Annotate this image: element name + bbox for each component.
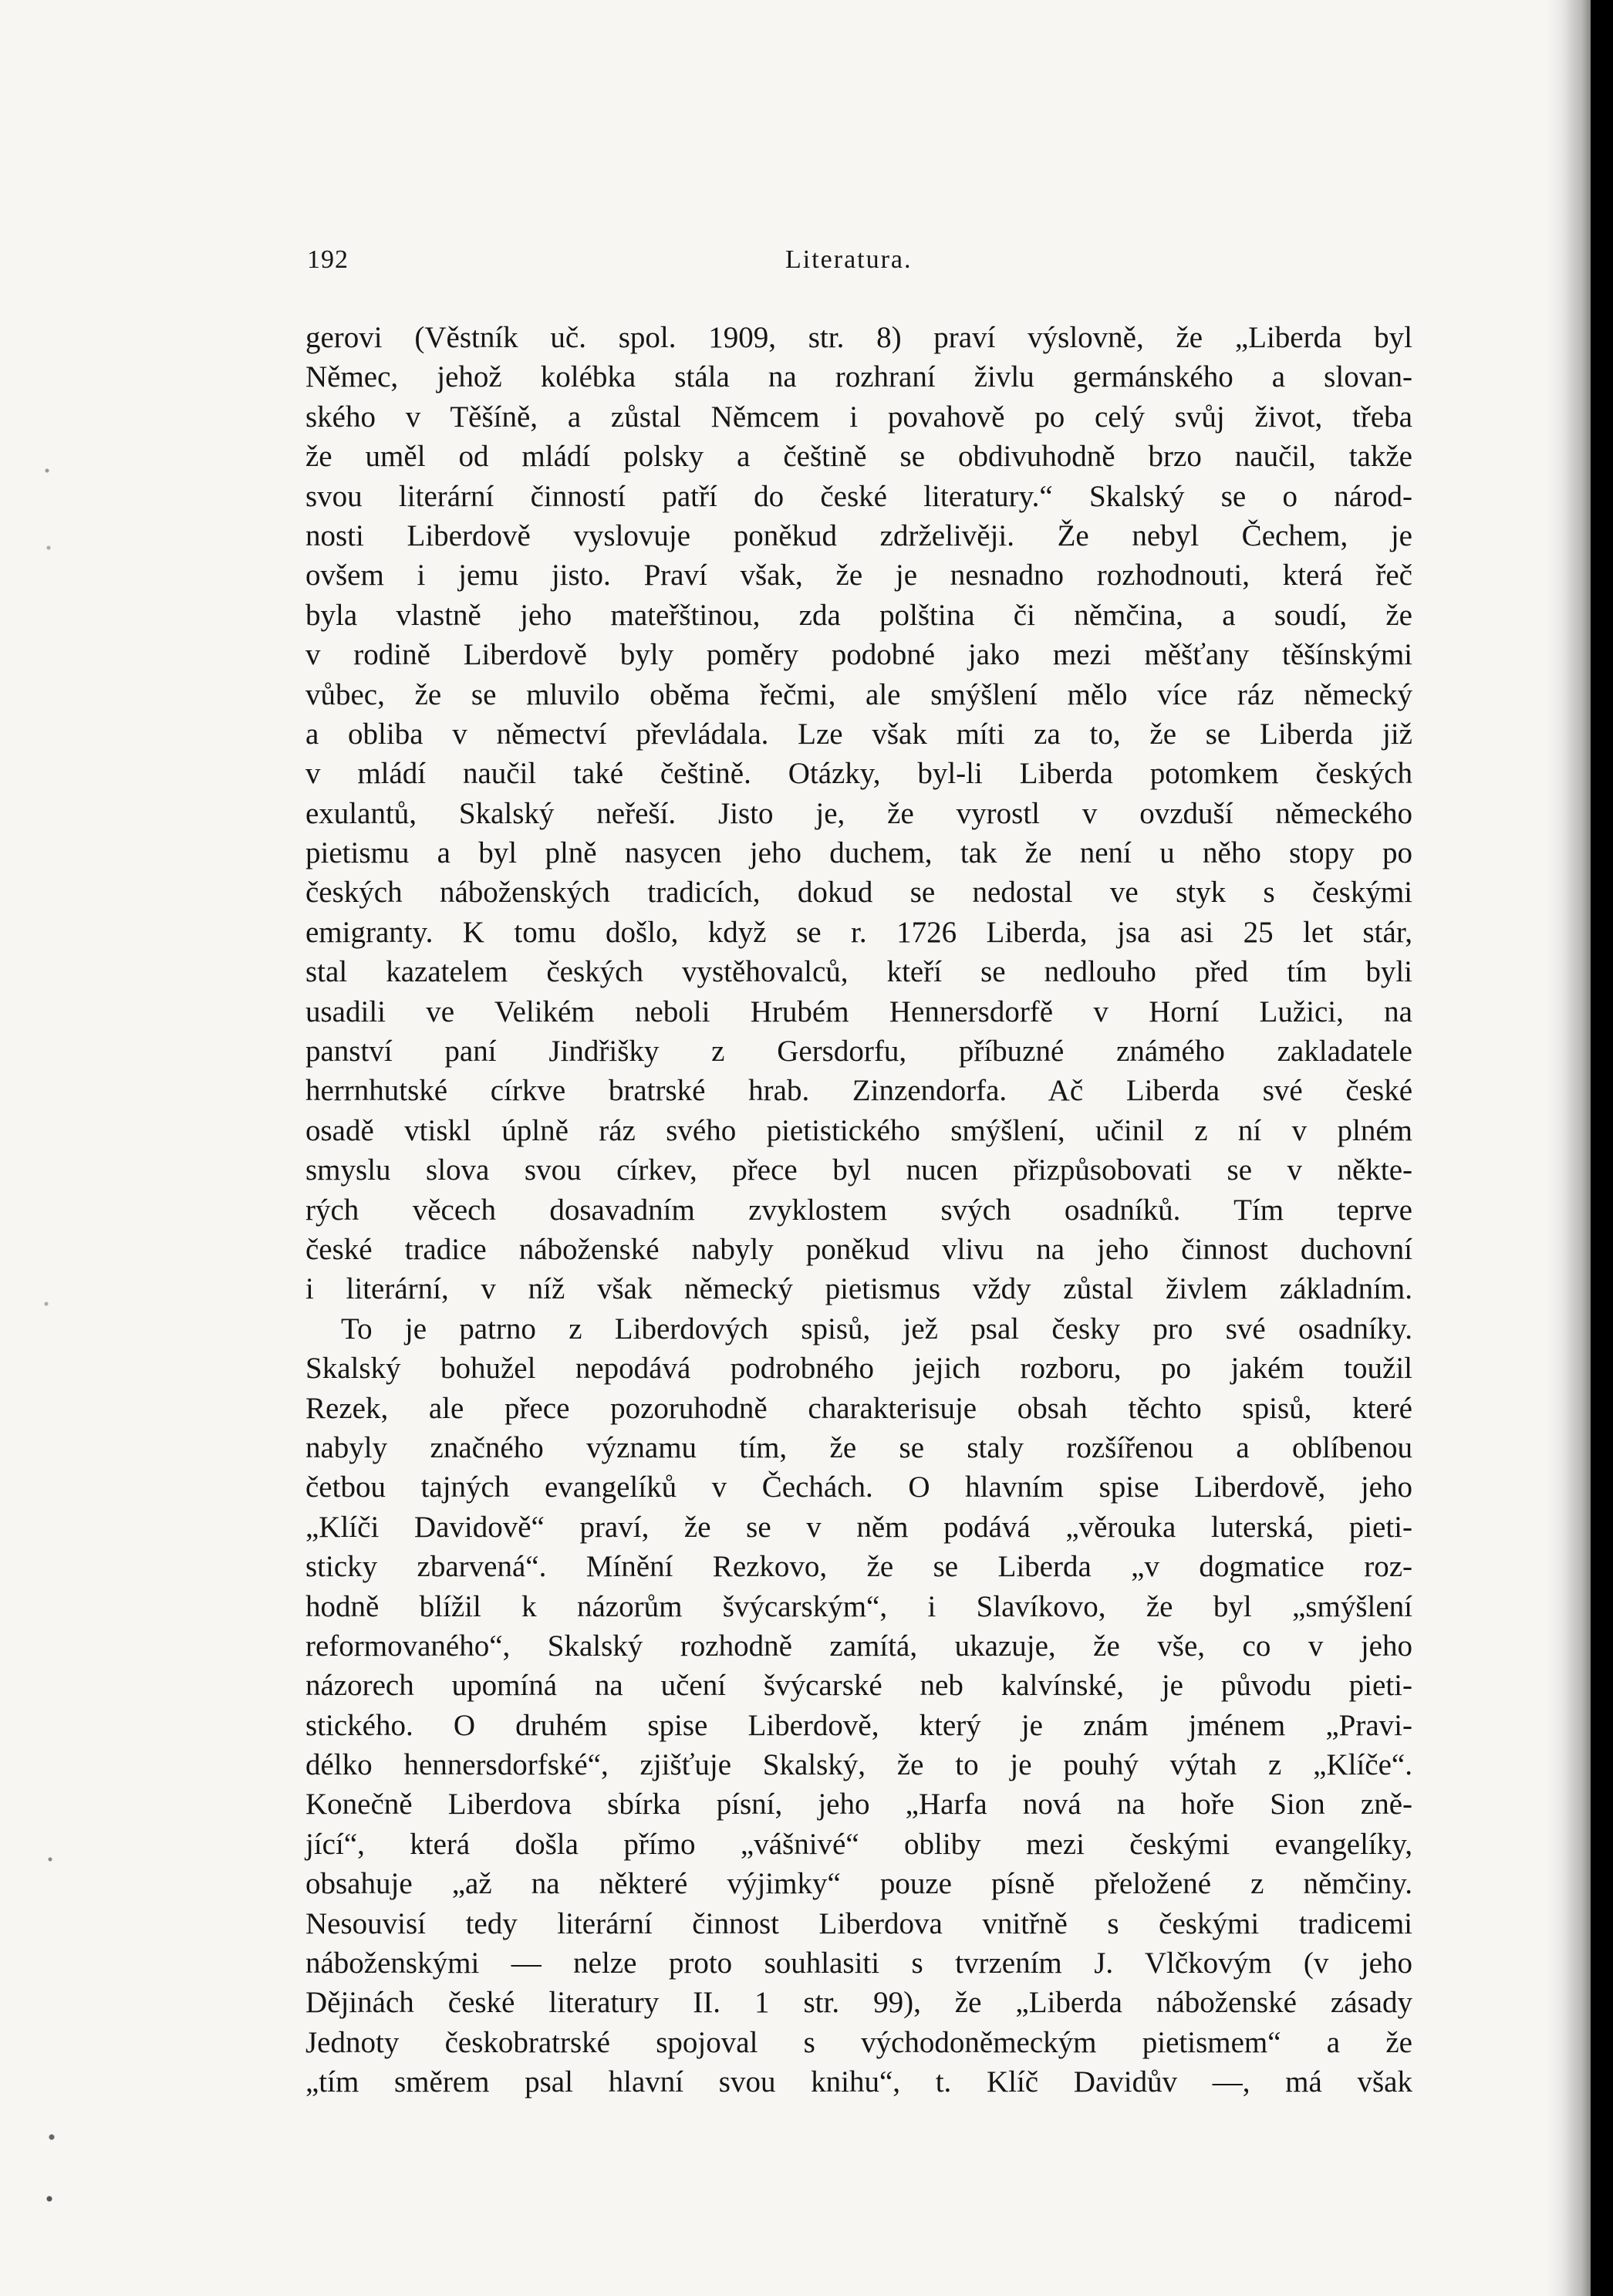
text-line: obsahuje „až na některé výjimky“ pouze písně přeložené z němčiny. xyxy=(305,1867,1412,1901)
text-line: ského v Těšíně, a zůstal Němcem i povahově po celý svůj život, třeba xyxy=(305,400,1412,434)
text-line: osadě vtiskl úplně ráz svého pietistického smýšlení, učinil z ní v plném xyxy=(305,1113,1412,1147)
text-line: smyslu slova svou církev, přece byl nucen přizpůsobovati se v někte- xyxy=(305,1153,1412,1187)
text-line: vůbec, že se mluvilo oběma řečmi, ale smýšlení mělo více ráz německý xyxy=(305,677,1412,711)
text-line: v rodině Liberdově byly poměry podobné jako mezi měšťany těšínskými xyxy=(305,638,1412,672)
text-line: české tradice náboženské nabyly poněkud vlivu na jeho činnost duchovní xyxy=(305,1232,1412,1266)
text-line: stického. O druhém spise Liberdově, který je znám jménem „Pravi- xyxy=(305,1708,1412,1742)
text-line: panství paní Jindřišky z Gersdorfu, příbuzné známého zakladatele xyxy=(305,1035,1412,1069)
text-line: Jednoty českobratrské spojoval s východoněmeckým pietismem“ a že xyxy=(305,2025,1412,2059)
text-line: nabyly značného významu tím, že se staly rozšířenou a oblíbenou xyxy=(305,1430,1412,1464)
page-header xyxy=(307,245,1410,282)
text-line: stal kazatelem českých vystěhovalců, kteří se nedlouho před tím byli xyxy=(305,955,1412,989)
text-line: délko hennersdorfské“, zjišťuje Skalský, že to je pouhý výtah z „Klíče“. xyxy=(305,1748,1412,1782)
text-line: Konečně Liberdova sbírka písní, jeho „Harfa nová na hoře Sion zně- xyxy=(305,1788,1412,1822)
body-text xyxy=(305,318,1412,2102)
text-line: reformovaného“, Skalský rozhodně zamítá, ukazuje, že vše, co v jeho xyxy=(305,1629,1412,1663)
text-line: náboženskými — nelze proto souhlasiti s tvrzením J. Vlčkovým (v jeho xyxy=(305,1947,1412,1980)
text-line: pietismu a byl plně nasycen jeho duchem, tak že není u něho stopy po xyxy=(305,836,1412,870)
page-specks xyxy=(42,69,58,2268)
text-line: i literární, v níž však německý pietismus vždy zůstal živlem základním. xyxy=(305,1272,1412,1306)
text-line: nosti Liberdově vyslovuje poněkud zdrželivěji. Že nebyl Čechem, je xyxy=(305,518,1412,552)
running-head: Literatura. xyxy=(785,245,913,274)
text-line: byla vlastně jeho mateřštinou, zda polština či němčina, a soudí, že xyxy=(305,598,1412,632)
text-line: svou literární činností patří do české literatury.“ Skalský se o národ- xyxy=(305,479,1412,513)
text-line: herrnhutské církve bratrské hrab. Zinzendorfa. Ač Liberda své české xyxy=(305,1074,1412,1108)
text-line: To je patrno z Liberdových spisů, jež psal česky pro své osadníky. xyxy=(341,1312,1412,1346)
text-line: jící“, která došla přímo „vášnivé“ obliby mezi českými evangelíky, xyxy=(305,1827,1412,1861)
text-line: „tím směrem psal hlavní svou knihu“, t. Klíč Davidův —, má však xyxy=(305,2065,1412,2099)
text-line: emigranty. K tomu došlo, když se r. 1726 Liberda, jsa asi 25 let stár, xyxy=(305,915,1412,949)
spine-shadow xyxy=(1547,0,1591,2296)
text-line: usadili ve Velikém neboli Hrubém Hennersdorfě v Horní Lužici, na xyxy=(305,994,1412,1028)
text-line: názorech upomíná na učení švýcarské neb kalvínské, je původu pieti- xyxy=(305,1669,1412,1703)
text-line: Nesouvisí tedy literární činnost Liberdova vnitřně s českými tradicemi xyxy=(305,1906,1412,1940)
text-line: Rezek, ale přece pozoruhodně charakterisuje obsah těchto spisů, které xyxy=(305,1391,1412,1425)
text-line: ovšem i jemu jisto. Praví však, že je nesnadno rozhodnouti, která řeč xyxy=(305,559,1412,593)
text-line: Skalský bohužel nepodává podrobného jejich rozboru, po jakém toužil xyxy=(305,1352,1412,1386)
text-line: rých věcech dosavadním zvyklostem svých osadníků. Tím teprve xyxy=(305,1193,1412,1227)
text-line: sticky zbarvená“. Mínění Rezkovo, že se Liberda „v dogmatice roz- xyxy=(305,1550,1412,1584)
text-line: Dějinách české literatury II. 1 str. 99), že „Liberda náboženské zásady xyxy=(305,1986,1412,2020)
text-line: hodně blížil k názorům švýcarským“, i Slavíkovo, že byl „smýšlení xyxy=(305,1589,1412,1623)
text-line: že uměl od mládí polsky a češtině se obdivuhodně brzo naučil, takže xyxy=(305,440,1412,474)
page-number: 192 xyxy=(307,245,349,274)
text-line: gerovi (Věstník uč. spol. 1909, str. 8) praví výslovně, že „Liberda byl xyxy=(305,321,1412,354)
text-line: českých náboženských tradicích, dokud se nedostal ve styk s českými xyxy=(305,876,1412,910)
text-line: a obliba v němectví převládala. Lze však míti za to, že se Liberda již xyxy=(305,717,1412,751)
text-line: Němec, jehož kolébka stála na rozhraní živlu germánského a slovan- xyxy=(305,360,1412,394)
text-line: v mládí naučil také češtině. Otázky, byl-li Liberda potomkem českých xyxy=(305,757,1412,791)
text-line: „Klíči Davidově“ praví, že se v něm podává „věrouka luterská, pieti- xyxy=(305,1510,1412,1544)
text-line: četbou tajných evangelíků v Čechách. O hlavním spise Liberdově, jeho xyxy=(305,1470,1412,1504)
text-line: exulantů, Skalský neřeší. Jisto je, že vyrostl v ovzduší německého xyxy=(305,796,1412,830)
